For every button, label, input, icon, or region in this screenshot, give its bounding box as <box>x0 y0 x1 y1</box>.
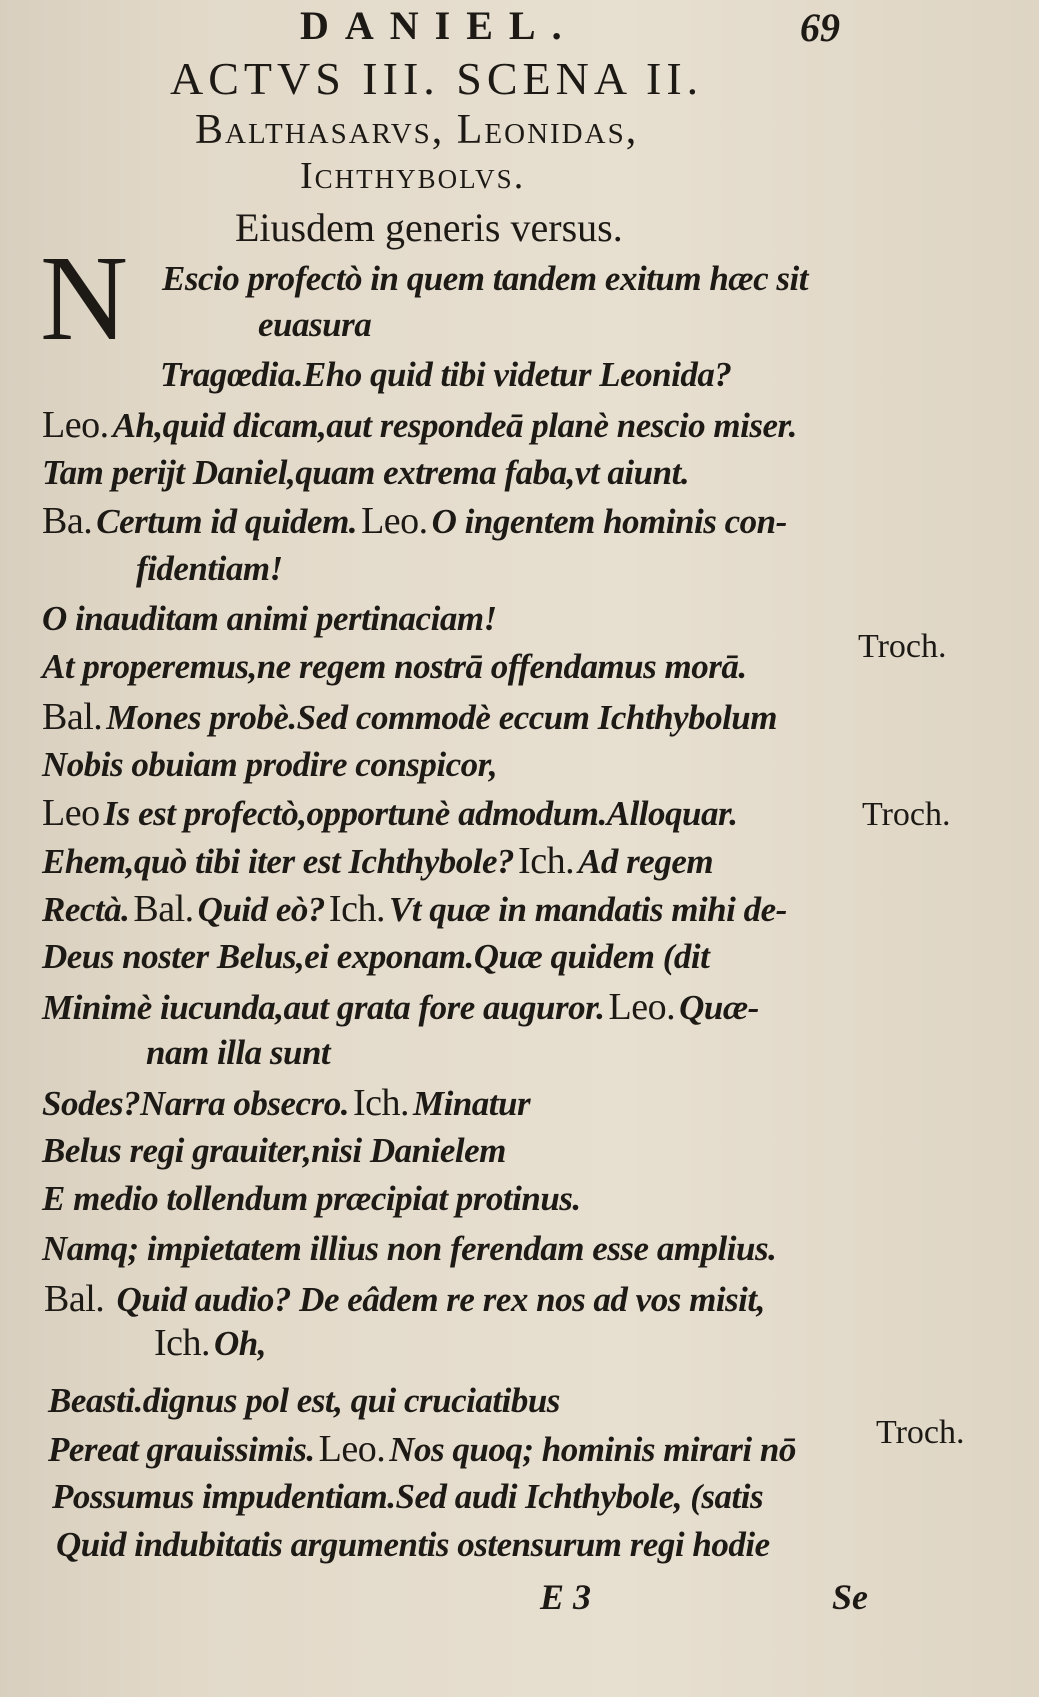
speaker-label: Ich. <box>352 1082 409 1124</box>
speaker-label: Leo. <box>318 1428 386 1470</box>
verse-text-segment: Beasti.dignus pol est, qui cruciatibus <box>48 1381 560 1420</box>
verse-line <box>160 352 731 398</box>
verse-text-segment: Tam perijt Daniel,quam extrema faba,vt aiunt. <box>42 453 690 492</box>
speaker-label: Leo. <box>42 404 109 446</box>
margin-note: Troch. <box>858 628 947 665</box>
verse-line <box>154 1320 266 1366</box>
speaker-label: Bal. <box>44 1278 105 1320</box>
verse-line <box>162 256 808 302</box>
persons-line-1: Balthasarvs, Leonidas, <box>195 107 639 153</box>
verse-line <box>42 1226 776 1272</box>
verse-text-segment: Ehem,quò tibi iter est Ichthybole? <box>42 842 515 881</box>
speaker-label: Bal. <box>42 696 103 738</box>
verse-line <box>42 694 777 740</box>
verse-line <box>136 546 283 592</box>
verse-line <box>44 1276 765 1322</box>
verse-text-segment: Quid audio? De eâdem re rex nos ad vos misit, <box>108 1280 765 1319</box>
verse-line <box>52 1474 763 1520</box>
verse-line <box>42 450 689 496</box>
verse-text-segment: Quid eò? <box>197 890 325 929</box>
meter-note: Eiusdem generis versus. <box>235 205 623 250</box>
verse-line <box>42 1080 530 1126</box>
verse-line <box>42 596 497 642</box>
speaker-label: Bal. <box>133 888 194 930</box>
verse-line <box>42 886 787 932</box>
drop-cap: N <box>40 231 129 366</box>
verse-text-segment: euasura <box>258 305 372 344</box>
running-title: DANIEL. <box>300 3 578 48</box>
verse-text-segment: Deus noster Belus,ei exponam.Quæ quidem (dit <box>42 937 710 976</box>
verse-line <box>258 302 371 348</box>
verse-text-segment: fidentiam! <box>136 549 283 588</box>
verse-line <box>42 742 497 788</box>
speaker-label: Ich. <box>518 840 575 882</box>
speaker-label: Ich. <box>154 1322 211 1364</box>
verse-line <box>146 1030 330 1076</box>
verse-line <box>42 790 737 836</box>
verse-text-segment: Mones probè.Sed commodè eccum Ichthybolum <box>106 698 777 737</box>
verse-text-segment: E medio tollendum præcipiat protinus. <box>42 1179 581 1218</box>
verse-text-segment: Quid indubitatis argumentis ostensurum regi hodie <box>56 1525 770 1564</box>
verse-text-segment: At properemus,ne regem nostrā offendamus morā. <box>42 647 747 686</box>
verse-text-segment: Nos quoq; hominis mirari nō <box>389 1430 796 1469</box>
act-scene-heading: ACTVS III. SCENA II. <box>170 53 704 104</box>
verse-line <box>42 644 747 690</box>
verse-line <box>48 1426 796 1472</box>
verse-text-segment: O inauditam animi pertinaciam! <box>42 599 497 638</box>
verse-line <box>56 1522 770 1568</box>
verse-text-segment: O ingentem hominis con- <box>431 502 787 541</box>
page-number: 69 <box>800 5 840 50</box>
verse-line <box>42 984 759 1030</box>
verse-text-segment: Minimè iucunda,aut grata fore auguror. <box>42 988 605 1027</box>
verse-line <box>42 498 787 544</box>
catchword: Se <box>832 1577 868 1617</box>
verse-text-segment: Oh, <box>214 1324 267 1363</box>
persons-line-2: Ichthybolvs. <box>300 155 526 197</box>
verse-line <box>48 1378 560 1424</box>
speaker-label: Leo. <box>608 986 676 1028</box>
verse-text-segment: Sodes?Narra obsecro. <box>42 1084 349 1123</box>
speaker-label: Ich. <box>328 888 385 930</box>
verse-text-segment: Possumus impudentiam.Sed audi Ichthybole, (satis <box>52 1477 764 1516</box>
verse-line <box>42 838 713 884</box>
verse-text-segment: Rectà. <box>42 890 130 929</box>
verse-text-segment: Pereat grauissimis. <box>48 1430 315 1469</box>
margin-note: Troch. <box>862 796 951 833</box>
speaker-label: Ba. <box>42 500 93 542</box>
verse-text-segment: Minatur <box>412 1084 531 1123</box>
verse-text-segment: Is est profectò,opportunè admodum.Alloquar. <box>103 794 738 833</box>
speaker-label: Leo <box>42 792 100 834</box>
verse-text-segment: Quæ- <box>679 988 759 1027</box>
verse-text-segment: nam illa sunt <box>146 1033 331 1072</box>
signature-mark: E 3 <box>540 1577 592 1617</box>
verse-line <box>42 934 709 980</box>
verse-text-segment: Escio profectò in quem tandem exitum hæc sit <box>162 259 808 298</box>
verse-text-segment: Vt quæ in mandatis mihi de- <box>388 890 787 929</box>
verse-text-segment: Tragœdia.Eho quid tibi videtur Leonida? <box>160 355 732 394</box>
margin-note: Troch. <box>876 1414 965 1451</box>
verse-line <box>42 1128 506 1174</box>
verse-text-segment: Namq; impietatem illius non ferendam esse amplius. <box>42 1229 777 1268</box>
verse-text-segment: Ah,quid dicam,aut respondeā planè nescio miser. <box>112 406 797 445</box>
verse-line <box>42 402 797 448</box>
verse-text-segment: Certum id quidem. <box>96 502 358 541</box>
verse-text-segment: Nobis obuiam prodire conspicor, <box>42 745 498 784</box>
verse-text-segment: Ad regem <box>578 842 714 881</box>
verse-text-segment: Belus regi grauiter,nisi Danielem <box>42 1131 506 1170</box>
speaker-label: Leo. <box>361 500 428 542</box>
verse-line <box>42 1176 581 1222</box>
